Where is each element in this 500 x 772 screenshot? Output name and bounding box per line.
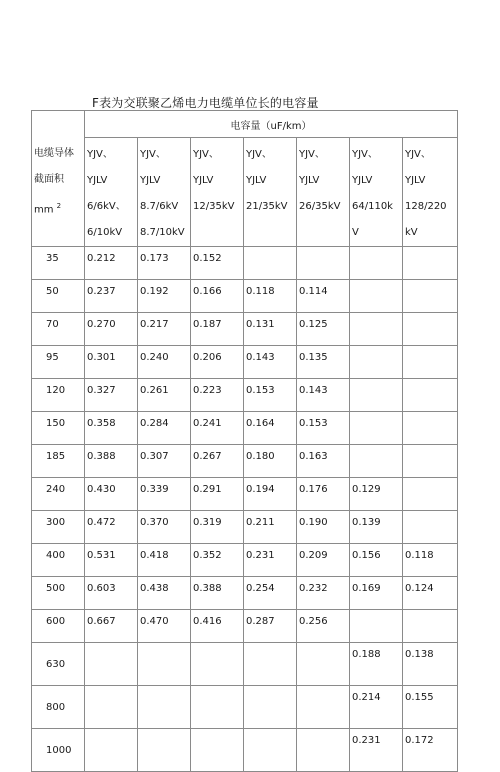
capacitance-value-cell: 0.173 <box>138 247 191 280</box>
capacitance-unit-header: 电容量（uF/km） <box>85 111 458 138</box>
capacitance-value-cell <box>85 686 138 729</box>
capacitance-table <box>31 110 458 772</box>
cable-type-line: YJV、 <box>246 149 272 160</box>
capacitance-value-cell <box>350 280 403 313</box>
capacitance-value-cell: 0.124 <box>403 577 458 610</box>
table-row <box>32 478 458 511</box>
capacitance-value-cell: 0.211 <box>244 511 297 544</box>
cable-type-line: YJLV <box>352 175 373 186</box>
capacitance-value-cell: 0.153 <box>244 379 297 412</box>
cable-type-line: V <box>352 227 359 238</box>
capacitance-value-cell <box>297 247 350 280</box>
cable-type-header <box>191 138 244 247</box>
conductor-size-header <box>32 111 85 247</box>
cable-type-line: 12/35kV <box>193 201 235 212</box>
conductor-size-cell: 400 <box>32 544 85 577</box>
capacitance-value-cell: 0.232 <box>297 577 350 610</box>
cable-type-line: YJV、 <box>405 149 431 160</box>
cable-type-line: 26/35kV <box>299 201 341 212</box>
capacitance-value-cell: 0.270 <box>85 313 138 346</box>
capacitance-value-cell <box>138 729 191 772</box>
header-unit-sup: 2 <box>56 202 62 210</box>
capacitance-value-cell: 0.153 <box>297 412 350 445</box>
cable-type-line: YJLV <box>193 175 214 186</box>
capacitance-value-cell: 0.156 <box>350 544 403 577</box>
cable-type-line: YJV、 <box>299 149 325 160</box>
capacitance-value-cell <box>350 379 403 412</box>
capacitance-value-cell: 0.352 <box>191 544 244 577</box>
cable-type-line: YJLV <box>405 175 426 186</box>
capacitance-value-cell: 0.287 <box>244 610 297 643</box>
table-row <box>32 643 458 686</box>
conductor-size-cell: 95 <box>32 346 85 379</box>
capacitance-value-cell: 0.327 <box>85 379 138 412</box>
cable-type-line: YJLV <box>140 175 161 186</box>
capacitance-value-cell: 0.256 <box>297 610 350 643</box>
capacitance-value-cell <box>297 729 350 772</box>
capacitance-value-cell <box>244 729 297 772</box>
capacitance-value-cell <box>297 686 350 729</box>
capacitance-value-cell: 0.418 <box>138 544 191 577</box>
capacitance-value-cell <box>403 379 458 412</box>
capacitance-value-cell: 0.135 <box>297 346 350 379</box>
table-row <box>32 313 458 346</box>
cable-type-line: kV <box>405 227 418 238</box>
capacitance-value-cell: 0.307 <box>138 445 191 478</box>
capacitance-value-cell: 0.217 <box>138 313 191 346</box>
conductor-size-cell: 120 <box>32 379 85 412</box>
cable-type-line: YJV、 <box>193 149 219 160</box>
capacitance-value-cell: 0.531 <box>85 544 138 577</box>
capacitance-value-cell <box>403 346 458 379</box>
header-row-cable-types <box>32 138 458 247</box>
capacitance-value-cell: 0.206 <box>191 346 244 379</box>
capacitance-value-cell <box>350 313 403 346</box>
capacitance-value-cell: 0.143 <box>297 379 350 412</box>
capacitance-value-cell <box>191 643 244 686</box>
conductor-size-cell: 500 <box>32 577 85 610</box>
capacitance-value-cell: 0.223 <box>191 379 244 412</box>
capacitance-value-cell: 0.190 <box>297 511 350 544</box>
capacitance-value-cell: 0.125 <box>297 313 350 346</box>
capacitance-value-cell: 0.164 <box>244 412 297 445</box>
conductor-size-cell: 630 <box>32 643 85 686</box>
capacitance-value-cell <box>350 445 403 478</box>
cable-type-line: 8.7/10kV <box>140 227 185 238</box>
capacitance-value-cell: 0.152 <box>191 247 244 280</box>
capacitance-value-cell: 0.166 <box>191 280 244 313</box>
capacitance-value-cell: 0.241 <box>191 412 244 445</box>
cable-type-header <box>85 138 138 247</box>
capacitance-value-cell: 0.603 <box>85 577 138 610</box>
capacitance-value-cell: 0.138 <box>403 643 458 686</box>
capacitance-value-cell <box>138 686 191 729</box>
capacitance-value-cell: 0.470 <box>138 610 191 643</box>
header-unit-mm: mm <box>34 204 54 216</box>
cable-type-line: YJV、 <box>352 149 378 160</box>
capacitance-value-cell: 0.192 <box>138 280 191 313</box>
capacitance-value-cell <box>297 643 350 686</box>
capacitance-value-cell: 0.172 <box>403 729 458 772</box>
capacitance-value-cell <box>403 511 458 544</box>
capacitance-value-cell: 0.291 <box>191 478 244 511</box>
table-row <box>32 511 458 544</box>
table-row <box>32 729 458 772</box>
capacitance-value-cell: 0.169 <box>350 577 403 610</box>
capacitance-value-cell <box>191 729 244 772</box>
capacitance-value-cell <box>403 247 458 280</box>
capacitance-value-cell <box>350 247 403 280</box>
capacitance-value-cell: 0.209 <box>297 544 350 577</box>
capacitance-value-cell: 0.254 <box>244 577 297 610</box>
capacitance-value-cell: 0.214 <box>350 686 403 729</box>
capacitance-value-cell: 0.237 <box>85 280 138 313</box>
table-row <box>32 445 458 478</box>
capacitance-value-cell: 0.240 <box>138 346 191 379</box>
table-row <box>32 247 458 280</box>
table-row <box>32 412 458 445</box>
capacitance-value-cell <box>350 610 403 643</box>
capacitance-value-cell: 0.143 <box>244 346 297 379</box>
header-label-line2: 截面积 <box>34 174 64 185</box>
capacitance-value-cell: 0.155 <box>403 686 458 729</box>
capacitance-value-cell: 0.114 <box>297 280 350 313</box>
conductor-size-cell: 1000 <box>32 729 85 772</box>
cable-type-line: 8.7/6kV <box>140 201 179 212</box>
capacitance-value-cell: 0.131 <box>244 313 297 346</box>
capacitance-value-cell <box>191 686 244 729</box>
capacitance-value-cell: 0.430 <box>85 478 138 511</box>
capacitance-value-cell: 0.358 <box>85 412 138 445</box>
capacitance-value-cell: 0.231 <box>350 729 403 772</box>
capacitance-value-cell <box>138 643 191 686</box>
capacitance-value-cell: 0.370 <box>138 511 191 544</box>
cable-type-line: YJV、 <box>87 149 113 160</box>
capacitance-value-cell: 0.388 <box>191 577 244 610</box>
conductor-size-cell: 150 <box>32 412 85 445</box>
table-row <box>32 686 458 729</box>
table-row <box>32 379 458 412</box>
table-row <box>32 610 458 643</box>
capacitance-value-cell <box>244 643 297 686</box>
capacitance-value-cell <box>85 643 138 686</box>
capacitance-value-cell: 0.231 <box>244 544 297 577</box>
conductor-size-cell: 50 <box>32 280 85 313</box>
cable-type-header <box>297 138 350 247</box>
capacitance-value-cell: 0.339 <box>138 478 191 511</box>
header-row-unit <box>32 111 458 138</box>
capacitance-value-cell: 0.187 <box>191 313 244 346</box>
capacitance-value-cell <box>403 478 458 511</box>
capacitance-value-cell <box>244 247 297 280</box>
cable-type-line: YJLV <box>87 175 108 186</box>
cable-type-line: 128/220 <box>405 201 447 212</box>
capacitance-value-cell: 0.118 <box>403 544 458 577</box>
conductor-size-cell: 70 <box>32 313 85 346</box>
cable-type-line: YJV、 <box>140 149 166 160</box>
capacitance-value-cell: 0.194 <box>244 478 297 511</box>
header-label-line1: 电缆导体 <box>34 148 74 159</box>
capacitance-value-cell: 0.301 <box>85 346 138 379</box>
capacitance-value-cell: 0.388 <box>85 445 138 478</box>
capacitance-value-cell: 0.472 <box>85 511 138 544</box>
conductor-size-cell: 600 <box>32 610 85 643</box>
conductor-size-cell: 35 <box>32 247 85 280</box>
table-row <box>32 577 458 610</box>
capacitance-value-cell: 0.319 <box>191 511 244 544</box>
cable-type-header <box>403 138 458 247</box>
capacitance-value-cell: 0.416 <box>191 610 244 643</box>
capacitance-value-cell <box>350 412 403 445</box>
capacitance-value-cell <box>350 346 403 379</box>
capacitance-value-cell: 0.267 <box>191 445 244 478</box>
capacitance-value-cell: 0.163 <box>297 445 350 478</box>
cable-type-line: YJLV <box>246 175 267 186</box>
cable-type-header <box>244 138 297 247</box>
cable-type-line: 64/110k <box>352 201 393 212</box>
cable-type-line: 21/35kV <box>246 201 288 212</box>
table-title: F表为交联聚乙烯电力电缆单位长的电容量 <box>92 96 319 110</box>
capacitance-value-cell <box>403 445 458 478</box>
table-row <box>32 544 458 577</box>
capacitance-value-cell: 0.212 <box>85 247 138 280</box>
capacitance-value-cell: 0.139 <box>350 511 403 544</box>
capacitance-value-cell: 0.118 <box>244 280 297 313</box>
capacitance-value-cell <box>244 686 297 729</box>
conductor-size-cell: 300 <box>32 511 85 544</box>
capacitance-value-cell <box>403 412 458 445</box>
capacitance-value-cell <box>403 280 458 313</box>
conductor-size-cell: 800 <box>32 686 85 729</box>
cable-type-line: 6/10kV <box>87 227 123 238</box>
header-label-line3 <box>34 193 82 223</box>
cable-type-header <box>138 138 191 247</box>
capacitance-value-cell: 0.667 <box>85 610 138 643</box>
capacitance-value-cell <box>403 610 458 643</box>
conductor-size-cell: 240 <box>32 478 85 511</box>
capacitance-value-cell <box>85 729 138 772</box>
capacitance-value-cell: 0.438 <box>138 577 191 610</box>
cable-type-line: YJLV <box>299 175 320 186</box>
capacitance-value-cell: 0.188 <box>350 643 403 686</box>
cable-type-line: 6/6kV、 <box>87 201 126 212</box>
capacitance-value-cell: 0.180 <box>244 445 297 478</box>
table-row <box>32 346 458 379</box>
capacitance-value-cell: 0.284 <box>138 412 191 445</box>
capacitance-value-cell: 0.261 <box>138 379 191 412</box>
capacitance-value-cell: 0.176 <box>297 478 350 511</box>
table-row <box>32 280 458 313</box>
conductor-size-cell: 185 <box>32 445 85 478</box>
capacitance-value-cell <box>403 313 458 346</box>
cable-type-header <box>350 138 403 247</box>
capacitance-value-cell: 0.129 <box>350 478 403 511</box>
